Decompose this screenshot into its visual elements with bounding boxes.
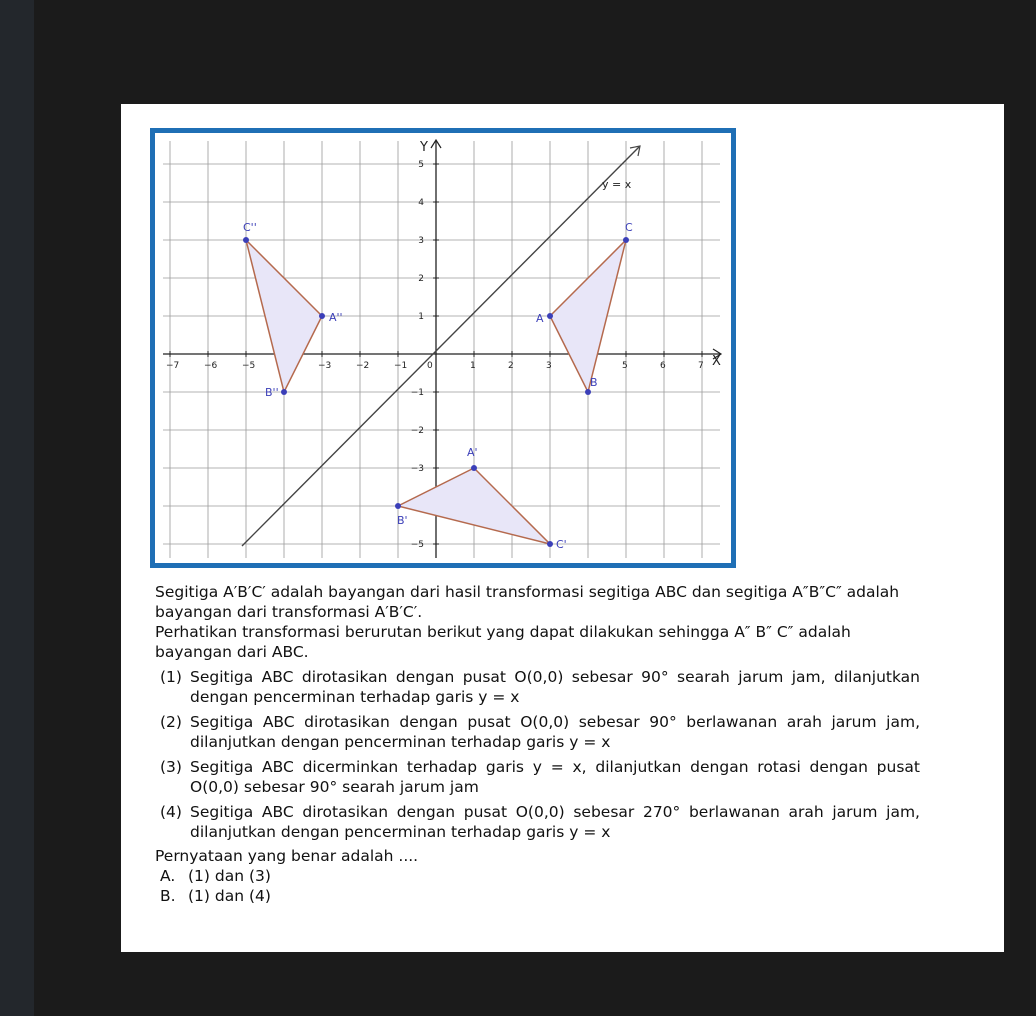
x-tick-label: 3 [546,361,552,371]
point-label: A'' [329,311,343,324]
y-tick-label: 3 [418,236,424,246]
x-tick-label: −6 [204,361,218,371]
x-tick-label: −7 [166,361,180,371]
point-marker [547,313,553,319]
option-text: Segitiga ABC dirotasikan dengan pusat O(0,0) sebesar 270° berlawanan arah jarum jam, dilanjutkan dengan pencerminan terhadap garis y = x [190,803,920,841]
point-marker [585,389,591,395]
option-number: (2) [160,713,182,731]
coordinate-graph [150,128,736,568]
x-tick-label: −3 [318,361,332,371]
x-tick-label: 0 [427,361,433,371]
y-tick-label: 1 [418,312,424,322]
point-label: B' [397,514,408,527]
point-label: C' [556,538,567,551]
option-number: (3) [160,758,182,776]
x-tick-label: 1 [470,361,476,371]
point-label: A [536,312,544,325]
intro-paragraph-2: Perhatikan transformasi berurutan berikut yang dapat dilakukan sehingga A″ B″ C″ adalah bayangan dari ABC. [155,623,851,661]
answer-text: (1) dan (4) [188,887,271,905]
triangles [243,221,633,551]
point-marker [623,237,629,243]
answer-letter: B. [160,887,176,905]
x-tick-label: −1 [394,361,408,371]
option-2 [155,712,920,752]
x-axis-label: X [712,354,721,369]
point-marker [281,389,287,395]
question-prompt: Pernyataan yang benar adalah .... [155,847,419,865]
option-1 [155,667,920,707]
y-tick-label: 4 [418,198,424,208]
intro-paragraph-1: Segitiga A′B′C′ adalah bayangan dari hasil transformasi segitiga ABC dan segitiga A″B″C″ adalah bayangan dari transformasi A′B′C′. [155,583,900,621]
y-tick-label: −3 [410,464,424,474]
answer-letter: A. [160,867,176,885]
option-number: (4) [160,803,182,821]
point-label: C'' [243,221,257,234]
x-tick-label: 5 [622,361,628,371]
point-marker [471,465,477,471]
graph-canvas [155,133,731,563]
point-label: B [590,376,598,389]
x-tick-label: −2 [356,361,370,371]
x-tick-label: 7 [698,361,704,371]
y-axis-label: Y [420,140,428,155]
option-4 [155,802,920,842]
point-marker [319,313,325,319]
option-3 [155,757,920,797]
point-label: B'' [265,386,279,399]
document-page [121,104,1004,952]
y-tick-label: −5 [410,540,424,550]
x-tick-label: −5 [242,361,256,371]
y-tick-label: −2 [410,426,424,436]
answer-a[interactable] [155,866,920,886]
x-tick-label: 2 [508,361,514,371]
y-tick-label: −1 [410,388,424,398]
point-label: C [625,221,633,234]
x-tick-label: 6 [660,361,666,371]
option-number: (1) [160,668,182,686]
point-marker [395,503,401,509]
option-text: Segitiga ABC dirotasikan dengan pusat O(0,0) sebesar 90° searah jarum jam, dilanjutkan dengan pencerminan terhadap garis y = x [190,668,920,706]
question-text [155,582,920,906]
point-marker [547,541,553,547]
left-sidebar-strip [0,0,34,1016]
option-text: Segitiga ABC dicerminkan terhadap garis y = x, dilanjutkan dengan rotasi dengan pusat O(0,0) sebesar 90° searah jarum jam [190,758,920,796]
answer-text: (1) dan (3) [188,867,271,885]
option-text: Segitiga ABC dirotasikan dengan pusat O(0,0) sebesar 90° berlawanan arah jarum jam, dilanjutkan dengan pencerminan terhadap garis y = x [190,713,920,751]
y-tick-label: 5 [418,160,424,170]
answer-b[interactable] [155,886,920,906]
line-label: y = x [602,178,632,191]
point-label: A' [467,446,478,459]
option-list [155,667,920,842]
point-marker [243,237,249,243]
y-tick-label: 2 [418,274,424,284]
